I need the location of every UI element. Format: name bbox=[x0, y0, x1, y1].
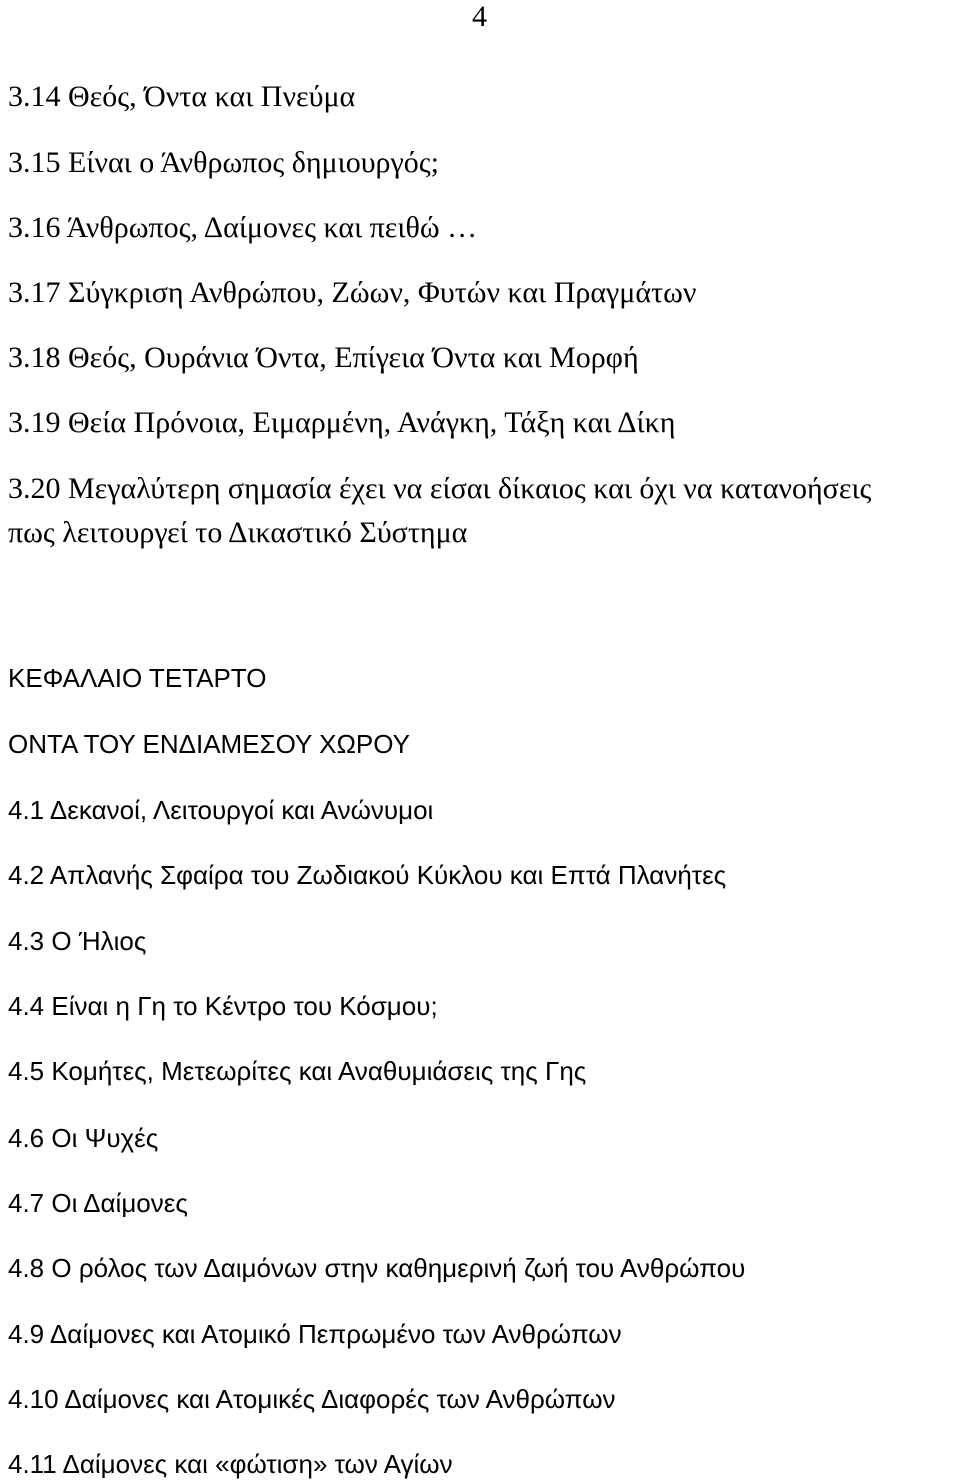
toc-entry-4-10: 4.10 Δαίμονες και Ατομικές Διαφορές των Ανθρώπων bbox=[8, 1384, 616, 1414]
toc-entry-3-20: 3.20 Μεγαλύτερη σημασία έχει να είσαι δίκαιος και όχι να κατανοήσεις bbox=[8, 472, 872, 505]
toc-entry-4-11: 4.11 Δαίμονες και «φώτιση» των Αγίων bbox=[8, 1449, 453, 1479]
toc-entry-4-8: 4.8 Ο ρόλος των Δαιμόνων στην καθημερινή ζωή του Ανθρώπου bbox=[8, 1253, 746, 1283]
page-number: 4 bbox=[472, 0, 487, 33]
toc-entry-3-20-continued: πως λειτουργεί το Δικαστικό Σύστημα bbox=[8, 516, 468, 549]
toc-entry-4-5: 4.5 Κομήτες, Μετεωρίτες και Αναθυμιάσεις της Γης bbox=[8, 1056, 587, 1086]
toc-entry-3-18: 3.18 Θεός, Ουράνια Όντα, Επίγεια Όντα και Μορφή bbox=[8, 341, 639, 374]
toc-entry-4-2: 4.2 Απλανής Σφαίρα του Ζωδιακού Κύκλου και Επτά Πλανήτες bbox=[8, 860, 727, 890]
chapter-title: ΟΝΤΑ ΤΟΥ ΕΝΔΙΑΜΕΣΟΥ ΧΩΡΟΥ bbox=[8, 729, 410, 759]
toc-entry-4-3: 4.3 Ο Ήλιος bbox=[8, 926, 147, 956]
toc-entry-4-9: 4.9 Δαίμονες και Ατομικό Πεπρωμένο των Ανθρώπων bbox=[8, 1319, 622, 1349]
toc-entry-3-17: 3.17 Σύγκριση Ανθρώπου, Ζώων, Φυτών και Πραγμάτων bbox=[8, 276, 697, 309]
toc-entry-4-1: 4.1 Δεκανοί, Λειτουργοί και Ανώνυμοι bbox=[8, 795, 434, 825]
toc-entry-3-14: 3.14 Θεός, Όντα και Πνεύμα bbox=[8, 80, 356, 113]
toc-entry-4-4: 4.4 Είναι η Γη το Κέντρο του Κόσμου; bbox=[8, 991, 438, 1021]
toc-entry-4-7: 4.7 Οι Δαίμονες bbox=[8, 1188, 188, 1218]
toc-entry-3-16: 3.16 Άνθρωπος, Δαίμονες και πειθώ … bbox=[8, 211, 478, 244]
chapter-heading: ΚΕΦΑΛΑΙΟ ΤΕΤΑΡΤΟ bbox=[8, 663, 267, 693]
toc-entry-3-15: 3.15 Είναι ο Άνθρωπος δημιουργός; bbox=[8, 146, 439, 179]
toc-entry-3-19: 3.19 Θεία Πρόνοια, Ειμαρμένη, Ανάγκη, Τάξη και Δίκη bbox=[8, 406, 676, 439]
toc-entry-4-6: 4.6 Οι Ψυχές bbox=[8, 1123, 159, 1153]
